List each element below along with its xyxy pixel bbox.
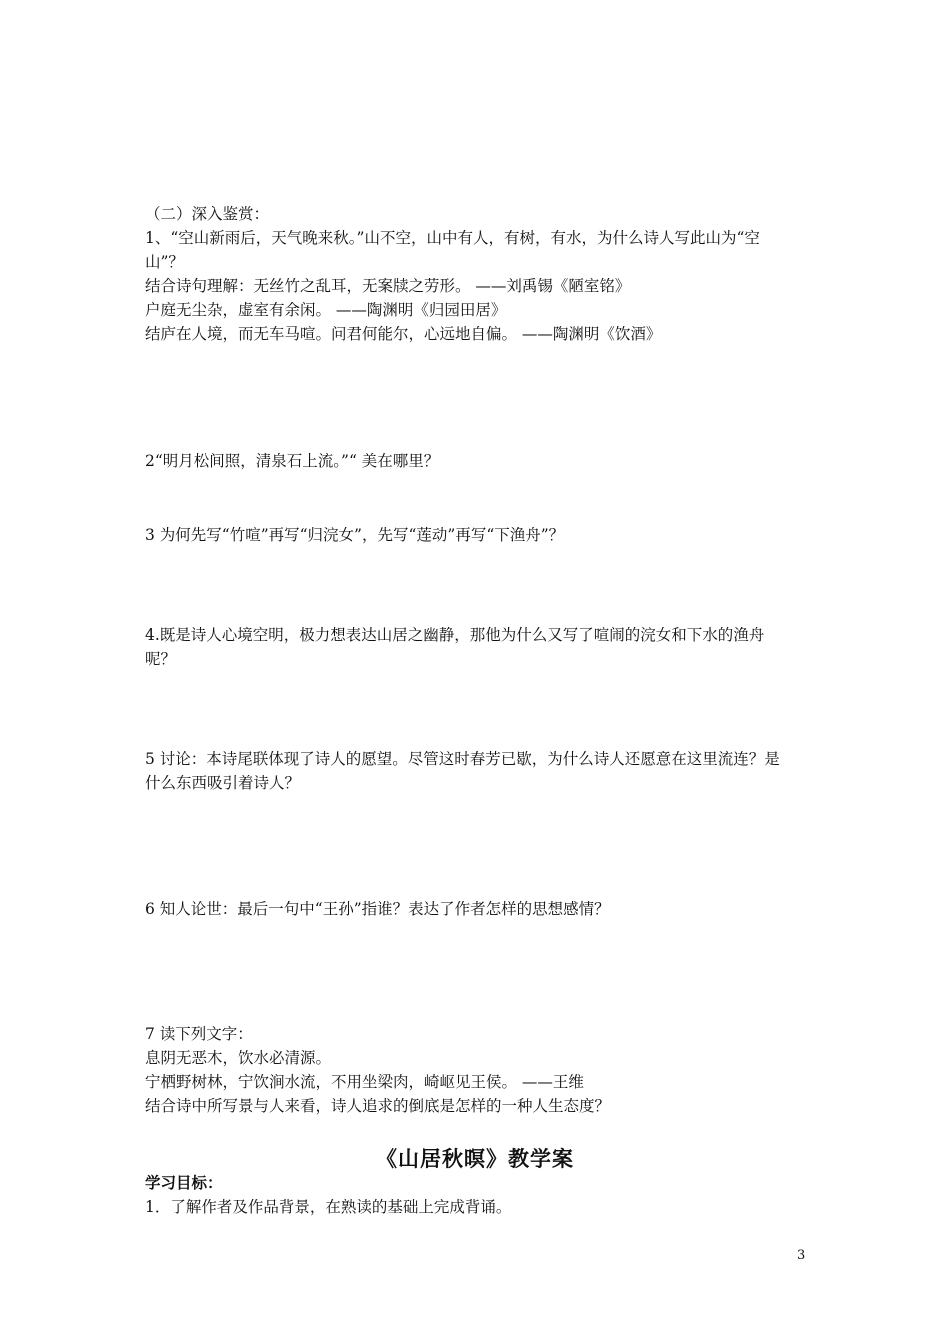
page-number: 3 xyxy=(797,1248,806,1263)
question-3: 3 为何先写“竹喧”再写“归浣女”，先写“莲动”再写“下渔舟”？ xyxy=(145,526,565,544)
objectives-label: 学习目标： xyxy=(145,1173,223,1192)
objective-1: 1．了解作者及作品背景，在熟读的基础上完成背诵。 xyxy=(145,1198,512,1216)
question-1-quote3: 结庐在人境，而无车马喧。问君何能尔，心远地自偏。 ——陶渊明《饮酒》 xyxy=(145,325,662,343)
question-1-line2: 山”？ xyxy=(145,253,184,271)
question-1-quote2: 户庭无尘杂，虚室有余闲。 ——陶渊明《归园田居》 xyxy=(145,301,507,319)
question-5-line2: 什么东西吸引着诗人？ xyxy=(145,774,301,792)
question-1-quote1: 结合诗句理解：无丝竹之乱耳，无案牍之劳形。 ——刘禹锡《陋室铭》 xyxy=(145,277,631,295)
section-heading: （二）深入鉴赏： xyxy=(145,205,270,223)
question-7-line3: 结合诗中所写景与人来看，诗人追求的倒底是怎样的一种人生态度？ xyxy=(145,1097,611,1115)
question-7-line2: 宁栖野树林，宁饮涧水流，不用坐梁肉，崎岖见王侯。 ——王维 xyxy=(145,1073,584,1091)
plan-title: 《山居秋暝》教学案 xyxy=(376,1146,574,1171)
question-7-heading: 7 读下列文字： xyxy=(145,1025,253,1043)
question-4-line1: 4.既是诗人心境空明，极力想表达山居之幽静，那他为什么又写了喧闹的浣女和下水的渔舟 xyxy=(145,626,765,644)
question-5-line1: 5 讨论：本诗尾联体现了诗人的愿望。尽管这时春芳已歇，为什么诗人还愿意在这里流连？是 xyxy=(145,750,780,768)
question-7-line1: 息阴无恶木，饮水必清源。 xyxy=(145,1049,332,1067)
question-6: 6 知人论世：最后一句中“王孙”指谁？表达了作者怎样的思想感情？ xyxy=(145,900,610,918)
question-1-line1: 1、“空山新雨后，天气晚来秋。”山不空，山中有人，有树，有水，为什么诗人写此山为“空 xyxy=(145,229,760,247)
question-4-line2: 呢？ xyxy=(145,650,177,668)
question-2: 2“明月松间照，清泉石上流。”“ 美在哪里？ xyxy=(145,452,440,470)
